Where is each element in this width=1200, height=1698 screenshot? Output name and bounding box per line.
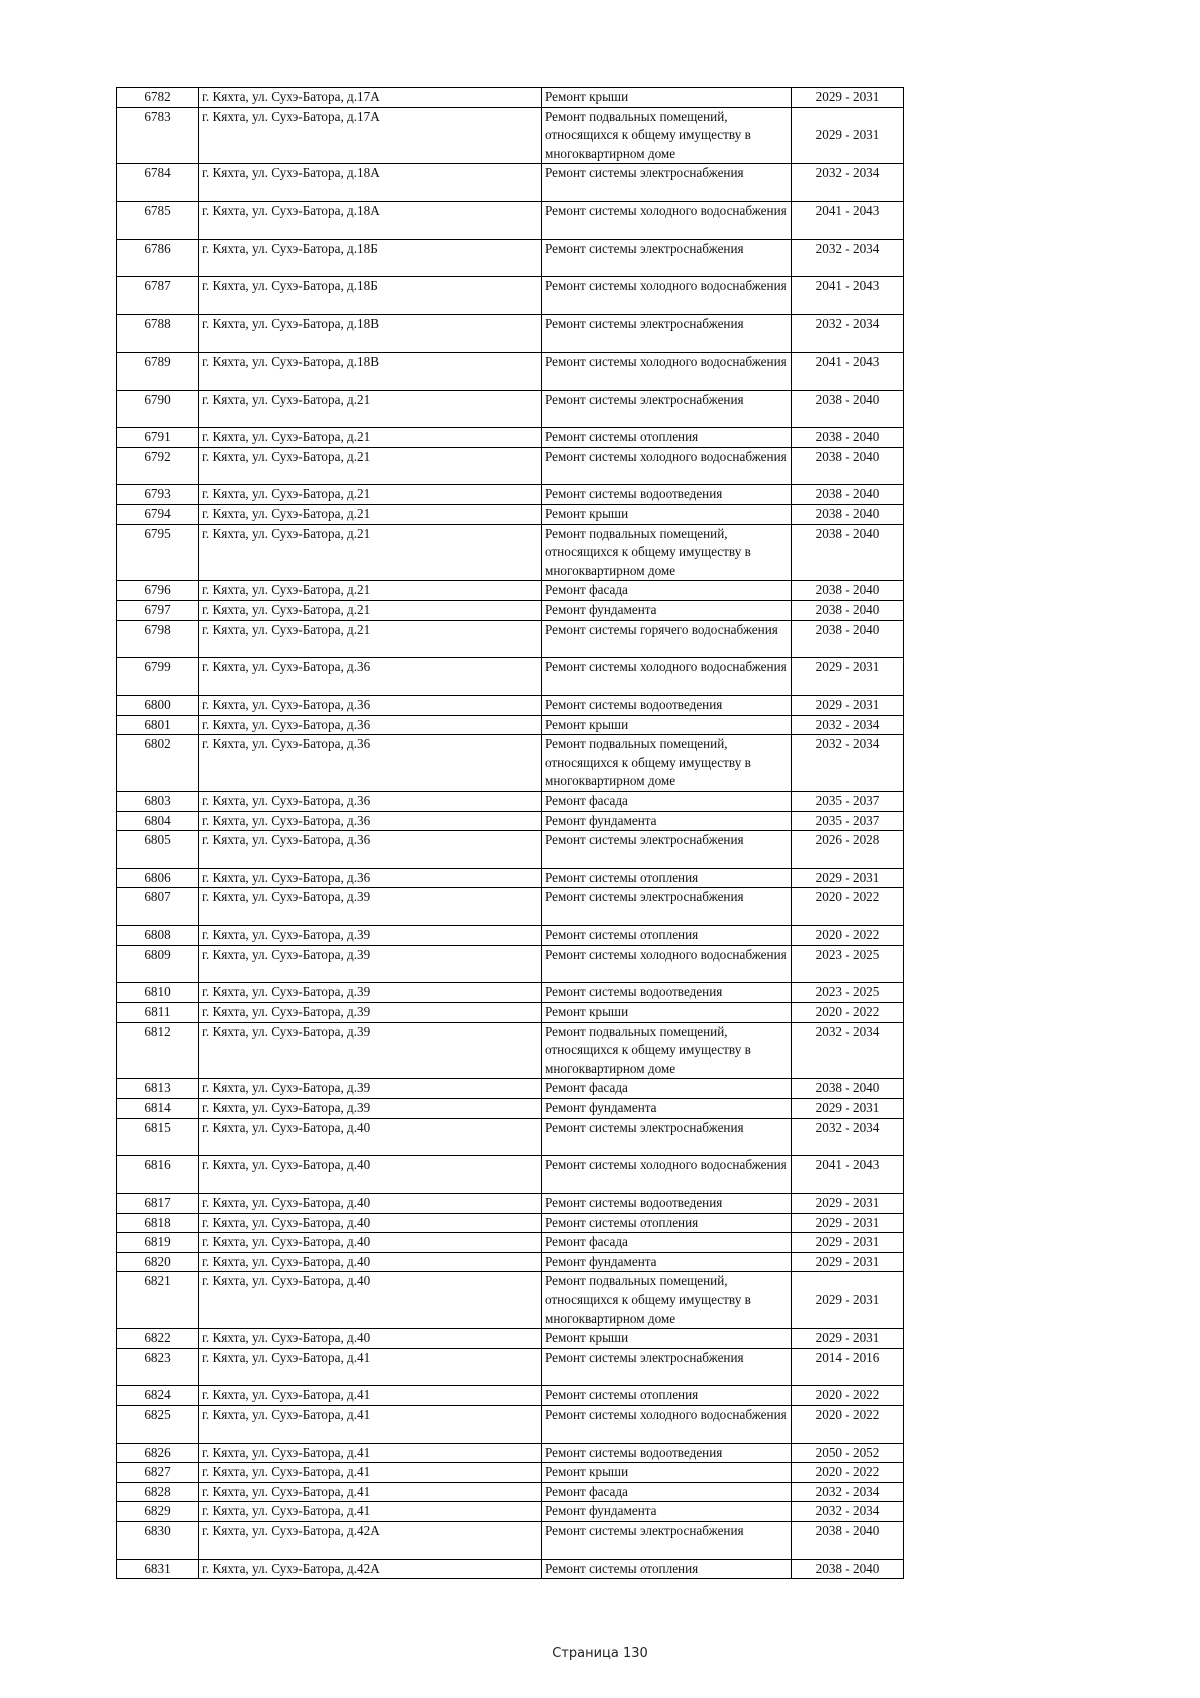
row-work-type: Ремонт фундамента <box>542 1502 792 1522</box>
row-address: г. Кяхта, ул. Сухэ-Батора, д.42А <box>199 1559 542 1579</box>
row-work-type: Ремонт системы электроснабжения <box>542 1118 792 1156</box>
row-number: 6799 <box>117 658 199 696</box>
row-work-type: Ремонт фундамента <box>542 601 792 621</box>
table-row <box>117 983 904 1003</box>
row-number: 6807 <box>117 888 199 926</box>
table-row <box>117 658 904 696</box>
row-number: 6806 <box>117 868 199 888</box>
row-work-type: Ремонт крыши <box>542 88 792 108</box>
row-address: г. Кяхта, ул. Сухэ-Батора, д.39 <box>199 945 542 983</box>
row-number: 6830 <box>117 1522 199 1560</box>
row-address: г. Кяхта, ул. Сухэ-Батора, д.21 <box>199 581 542 601</box>
table-row <box>117 1348 904 1386</box>
row-work-type: Ремонт крыши <box>542 1463 792 1483</box>
row-address: г. Кяхта, ул. Сухэ-Батора, д.21 <box>199 390 542 428</box>
row-address: г. Кяхта, ул. Сухэ-Батора, д.40 <box>199 1233 542 1253</box>
table-row <box>117 1482 904 1502</box>
row-address: г. Кяхта, ул. Сухэ-Батора, д.36 <box>199 791 542 811</box>
row-number: 6808 <box>117 926 199 946</box>
row-work-type: Ремонт системы холодного водоснабжения <box>542 447 792 485</box>
row-work-type: Ремонт системы водоотведения <box>542 1193 792 1213</box>
row-period: 2029 - 2031 <box>792 1272 904 1329</box>
row-period: 2029 - 2031 <box>792 107 904 164</box>
row-number: 6809 <box>117 945 199 983</box>
row-period: 2020 - 2022 <box>792 1463 904 1483</box>
row-address: г. Кяхта, ул. Сухэ-Батора, д.41 <box>199 1386 542 1406</box>
row-number: 6822 <box>117 1329 199 1349</box>
table-row <box>117 831 904 869</box>
row-address: г. Кяхта, ул. Сухэ-Батора, д.36 <box>199 735 542 792</box>
row-period: 2029 - 2031 <box>792 88 904 108</box>
row-number: 6826 <box>117 1443 199 1463</box>
row-period: 2032 - 2034 <box>792 315 904 353</box>
row-address: г. Кяхта, ул. Сухэ-Батора, д.39 <box>199 1098 542 1118</box>
row-number: 6824 <box>117 1386 199 1406</box>
row-number: 6785 <box>117 202 199 240</box>
table-row <box>117 1559 904 1579</box>
page-number: Страница 130 <box>552 1646 648 1661</box>
row-work-type: Ремонт крыши <box>542 505 792 525</box>
row-work-type: Ремонт системы электроснабжения <box>542 888 792 926</box>
row-address: г. Кяхта, ул. Сухэ-Батора, д.40 <box>199 1252 542 1272</box>
row-address: г. Кяхта, ул. Сухэ-Батора, д.18Б <box>199 277 542 315</box>
row-period: 2038 - 2040 <box>792 524 904 581</box>
row-address: г. Кяхта, ул. Сухэ-Батора, д.17А <box>199 88 542 108</box>
row-address: г. Кяхта, ул. Сухэ-Батора, д.41 <box>199 1502 542 1522</box>
row-period: 2038 - 2040 <box>792 620 904 658</box>
table-row <box>117 1213 904 1233</box>
table-row <box>117 620 904 658</box>
row-period: 2032 - 2034 <box>792 239 904 277</box>
row-work-type: Ремонт фасада <box>542 1233 792 1253</box>
row-work-type: Ремонт системы холодного водоснабжения <box>542 1156 792 1194</box>
row-period: 2032 - 2034 <box>792 164 904 202</box>
row-work-type: Ремонт системы водоотведения <box>542 983 792 1003</box>
row-work-type: Ремонт системы водоотведения <box>542 1443 792 1463</box>
row-address: г. Кяхта, ул. Сухэ-Батора, д.21 <box>199 601 542 621</box>
table-row <box>117 945 904 983</box>
row-address: г. Кяхта, ул. Сухэ-Батора, д.39 <box>199 983 542 1003</box>
row-work-type: Ремонт подвальных помещений, относящихся к общему имуществу в многоквартирном доме <box>542 107 792 164</box>
row-work-type: Ремонт системы холодного водоснабжения <box>542 1405 792 1443</box>
row-work-type: Ремонт крыши <box>542 1329 792 1349</box>
row-work-type: Ремонт крыши <box>542 1003 792 1023</box>
row-number: 6811 <box>117 1003 199 1023</box>
row-period: 2035 - 2037 <box>792 791 904 811</box>
row-period: 2035 - 2037 <box>792 811 904 831</box>
row-work-type: Ремонт системы электроснабжения <box>542 164 792 202</box>
row-address: г. Кяхта, ул. Сухэ-Батора, д.39 <box>199 926 542 946</box>
row-period: 2038 - 2040 <box>792 601 904 621</box>
row-address: г. Кяхта, ул. Сухэ-Батора, д.42А <box>199 1522 542 1560</box>
row-period: 2038 - 2040 <box>792 390 904 428</box>
row-number: 6801 <box>117 715 199 735</box>
table-row <box>117 1098 904 1118</box>
table-row <box>117 1502 904 1522</box>
row-address: г. Кяхта, ул. Сухэ-Батора, д.36 <box>199 831 542 869</box>
row-period: 2038 - 2040 <box>792 1079 904 1099</box>
row-address: г. Кяхта, ул. Сухэ-Батора, д.21 <box>199 485 542 505</box>
row-period: 2038 - 2040 <box>792 1559 904 1579</box>
row-number: 6783 <box>117 107 199 164</box>
table-row <box>117 1405 904 1443</box>
row-number: 6788 <box>117 315 199 353</box>
row-work-type: Ремонт системы отопления <box>542 868 792 888</box>
table-row <box>117 277 904 315</box>
table-row <box>117 164 904 202</box>
row-number: 6827 <box>117 1463 199 1483</box>
table-row <box>117 1329 904 1349</box>
row-number: 6831 <box>117 1559 199 1579</box>
row-address: г. Кяхта, ул. Сухэ-Батора, д.36 <box>199 811 542 831</box>
table-row <box>117 1386 904 1406</box>
row-work-type: Ремонт системы отопления <box>542 1386 792 1406</box>
row-work-type: Ремонт системы электроснабжения <box>542 1348 792 1386</box>
table-row <box>117 1463 904 1483</box>
row-work-type: Ремонт системы водоотведения <box>542 696 792 716</box>
row-number: 6793 <box>117 485 199 505</box>
row-work-type: Ремонт фундамента <box>542 1252 792 1272</box>
row-work-type: Ремонт системы электроснабжения <box>542 831 792 869</box>
row-number: 6796 <box>117 581 199 601</box>
row-work-type: Ремонт системы электроснабжения <box>542 1522 792 1560</box>
row-number: 6823 <box>117 1348 199 1386</box>
table-row <box>117 696 904 716</box>
row-number: 6810 <box>117 983 199 1003</box>
row-period: 2041 - 2043 <box>792 202 904 240</box>
table-row <box>117 601 904 621</box>
row-address: г. Кяхта, ул. Сухэ-Батора, д.18В <box>199 315 542 353</box>
row-work-type: Ремонт подвальных помещений, относящихся к общему имуществу в многоквартирном доме <box>542 1022 792 1079</box>
row-period: 2038 - 2040 <box>792 485 904 505</box>
table-row <box>117 1272 904 1329</box>
table-row <box>117 505 904 525</box>
row-work-type: Ремонт подвальных помещений, относящихся к общему имуществу в многоквартирном доме <box>542 735 792 792</box>
row-number: 6790 <box>117 390 199 428</box>
row-number: 6816 <box>117 1156 199 1194</box>
row-number: 6803 <box>117 791 199 811</box>
row-number: 6792 <box>117 447 199 485</box>
row-work-type: Ремонт системы электроснабжения <box>542 390 792 428</box>
table-row <box>117 715 904 735</box>
row-work-type: Ремонт подвальных помещений, относящихся к общему имуществу в многоквартирном доме <box>542 1272 792 1329</box>
row-work-type: Ремонт крыши <box>542 715 792 735</box>
row-number: 6795 <box>117 524 199 581</box>
row-work-type: Ремонт системы горячего водоснабжения <box>542 620 792 658</box>
row-period: 2041 - 2043 <box>792 352 904 390</box>
row-period: 2029 - 2031 <box>792 1098 904 1118</box>
row-address: г. Кяхта, ул. Сухэ-Батора, д.40 <box>199 1272 542 1329</box>
row-number: 6797 <box>117 601 199 621</box>
row-address: г. Кяхта, ул. Сухэ-Батора, д.40 <box>199 1213 542 1233</box>
row-number: 6798 <box>117 620 199 658</box>
row-period: 2020 - 2022 <box>792 1405 904 1443</box>
row-work-type: Ремонт подвальных помещений, относящихся к общему имуществу в многоквартирном доме <box>542 524 792 581</box>
row-period: 2032 - 2034 <box>792 735 904 792</box>
table-row <box>117 888 904 926</box>
row-number: 6825 <box>117 1405 199 1443</box>
row-work-type: Ремонт системы электроснабжения <box>542 239 792 277</box>
row-work-type: Ремонт системы холодного водоснабжения <box>542 277 792 315</box>
row-number: 6782 <box>117 88 199 108</box>
row-address: г. Кяхта, ул. Сухэ-Батора, д.39 <box>199 1022 542 1079</box>
table-row <box>117 107 904 164</box>
row-period: 2032 - 2034 <box>792 1118 904 1156</box>
table-row <box>117 447 904 485</box>
row-address: г. Кяхта, ул. Сухэ-Батора, д.41 <box>199 1463 542 1483</box>
row-number: 6819 <box>117 1233 199 1253</box>
row-number: 6804 <box>117 811 199 831</box>
row-work-type: Ремонт фасада <box>542 791 792 811</box>
row-number: 6802 <box>117 735 199 792</box>
row-number: 6820 <box>117 1252 199 1272</box>
row-address: г. Кяхта, ул. Сухэ-Батора, д.39 <box>199 1079 542 1099</box>
row-period: 2020 - 2022 <box>792 888 904 926</box>
row-address: г. Кяхта, ул. Сухэ-Батора, д.18В <box>199 352 542 390</box>
table-row <box>117 202 904 240</box>
row-work-type: Ремонт системы электроснабжения <box>542 315 792 353</box>
row-work-type: Ремонт фасада <box>542 1079 792 1099</box>
row-period: 2038 - 2040 <box>792 581 904 601</box>
row-period: 2032 - 2034 <box>792 1022 904 1079</box>
row-period: 2029 - 2031 <box>792 1193 904 1213</box>
row-work-type: Ремонт системы холодного водоснабжения <box>542 202 792 240</box>
row-number: 6813 <box>117 1079 199 1099</box>
row-address: г. Кяхта, ул. Сухэ-Батора, д.40 <box>199 1156 542 1194</box>
row-address: г. Кяхта, ул. Сухэ-Батора, д.18А <box>199 164 542 202</box>
row-address: г. Кяхта, ул. Сухэ-Батора, д.40 <box>199 1329 542 1349</box>
row-address: г. Кяхта, ул. Сухэ-Батора, д.41 <box>199 1348 542 1386</box>
row-period: 2032 - 2034 <box>792 715 904 735</box>
row-address: г. Кяхта, ул. Сухэ-Батора, д.41 <box>199 1405 542 1443</box>
row-number: 6829 <box>117 1502 199 1522</box>
row-address: г. Кяхта, ул. Сухэ-Батора, д.41 <box>199 1443 542 1463</box>
row-address: г. Кяхта, ул. Сухэ-Батора, д.36 <box>199 658 542 696</box>
row-period: 2029 - 2031 <box>792 1233 904 1253</box>
table-row <box>117 428 904 448</box>
row-work-type: Ремонт системы отопления <box>542 428 792 448</box>
table-row <box>117 315 904 353</box>
row-address: г. Кяхта, ул. Сухэ-Батора, д.39 <box>199 1003 542 1023</box>
row-period: 2041 - 2043 <box>792 1156 904 1194</box>
row-address: г. Кяхта, ул. Сухэ-Батора, д.21 <box>199 428 542 448</box>
row-address: г. Кяхта, ул. Сухэ-Батора, д.21 <box>199 447 542 485</box>
row-period: 2029 - 2031 <box>792 1213 904 1233</box>
row-work-type: Ремонт системы отопления <box>542 1213 792 1233</box>
table-row <box>117 1079 904 1099</box>
table-row <box>117 1156 904 1194</box>
row-period: 2029 - 2031 <box>792 1329 904 1349</box>
row-address: г. Кяхта, ул. Сухэ-Батора, д.36 <box>199 696 542 716</box>
row-period: 2029 - 2031 <box>792 696 904 716</box>
row-number: 6812 <box>117 1022 199 1079</box>
row-period: 2029 - 2031 <box>792 1252 904 1272</box>
row-period: 2038 - 2040 <box>792 1522 904 1560</box>
table-row <box>117 581 904 601</box>
row-period: 2038 - 2040 <box>792 505 904 525</box>
row-number: 6789 <box>117 352 199 390</box>
table-row <box>117 1252 904 1272</box>
table-body <box>117 88 904 1579</box>
table-row <box>117 1233 904 1253</box>
table-row <box>117 1193 904 1213</box>
row-address: г. Кяхта, ул. Сухэ-Батора, д.36 <box>199 715 542 735</box>
row-number: 6784 <box>117 164 199 202</box>
row-number: 6791 <box>117 428 199 448</box>
table-row <box>117 239 904 277</box>
table-row <box>117 811 904 831</box>
row-address: г. Кяхта, ул. Сухэ-Батора, д.21 <box>199 524 542 581</box>
row-work-type: Ремонт системы холодного водоснабжения <box>542 658 792 696</box>
table-row <box>117 88 904 108</box>
table-row <box>117 791 904 811</box>
row-period: 2026 - 2028 <box>792 831 904 869</box>
row-address: г. Кяхта, ул. Сухэ-Батора, д.40 <box>199 1118 542 1156</box>
row-period: 2023 - 2025 <box>792 983 904 1003</box>
row-work-type: Ремонт системы водоотведения <box>542 485 792 505</box>
row-number: 6815 <box>117 1118 199 1156</box>
row-work-type: Ремонт фасада <box>542 581 792 601</box>
row-number: 6817 <box>117 1193 199 1213</box>
row-number: 6828 <box>117 1482 199 1502</box>
row-number: 6805 <box>117 831 199 869</box>
row-period: 2020 - 2022 <box>792 926 904 946</box>
row-period: 2050 - 2052 <box>792 1443 904 1463</box>
row-address: г. Кяхта, ул. Сухэ-Батора, д.17А <box>199 107 542 164</box>
table-row <box>117 524 904 581</box>
row-period: 2038 - 2040 <box>792 447 904 485</box>
repair-schedule-table <box>116 87 904 1579</box>
row-number: 6794 <box>117 505 199 525</box>
row-number: 6814 <box>117 1098 199 1118</box>
row-period: 2023 - 2025 <box>792 945 904 983</box>
row-work-type: Ремонт фундамента <box>542 811 792 831</box>
row-work-type: Ремонт системы холодного водоснабжения <box>542 945 792 983</box>
row-period: 2032 - 2034 <box>792 1482 904 1502</box>
row-address: г. Кяхта, ул. Сухэ-Батора, д.18Б <box>199 239 542 277</box>
row-period: 2041 - 2043 <box>792 277 904 315</box>
row-address: г. Кяхта, ул. Сухэ-Батора, д.41 <box>199 1482 542 1502</box>
row-work-type: Ремонт фасада <box>542 1482 792 1502</box>
row-number: 6821 <box>117 1272 199 1329</box>
row-work-type: Ремонт системы отопления <box>542 926 792 946</box>
table-row <box>117 352 904 390</box>
table-row <box>117 485 904 505</box>
row-number: 6787 <box>117 277 199 315</box>
table-row <box>117 1443 904 1463</box>
row-number: 6800 <box>117 696 199 716</box>
table-row <box>117 1022 904 1079</box>
row-period: 2029 - 2031 <box>792 658 904 696</box>
row-work-type: Ремонт системы отопления <box>542 1559 792 1579</box>
table-row <box>117 735 904 792</box>
row-period: 2020 - 2022 <box>792 1003 904 1023</box>
row-period: 2029 - 2031 <box>792 868 904 888</box>
table-row <box>117 1003 904 1023</box>
row-address: г. Кяхта, ул. Сухэ-Батора, д.39 <box>199 888 542 926</box>
table-row <box>117 868 904 888</box>
row-number: 6786 <box>117 239 199 277</box>
row-address: г. Кяхта, ул. Сухэ-Батора, д.40 <box>199 1193 542 1213</box>
row-period: 2038 - 2040 <box>792 428 904 448</box>
table-row <box>117 390 904 428</box>
table-row <box>117 1522 904 1560</box>
row-address: г. Кяхта, ул. Сухэ-Батора, д.18А <box>199 202 542 240</box>
row-work-type: Ремонт фундамента <box>542 1098 792 1118</box>
row-period: 2032 - 2034 <box>792 1502 904 1522</box>
table-row <box>117 926 904 946</box>
row-period: 2020 - 2022 <box>792 1386 904 1406</box>
row-address: г. Кяхта, ул. Сухэ-Батора, д.21 <box>199 505 542 525</box>
row-address: г. Кяхта, ул. Сухэ-Батора, д.36 <box>199 868 542 888</box>
row-address: г. Кяхта, ул. Сухэ-Батора, д.21 <box>199 620 542 658</box>
row-period: 2014 - 2016 <box>792 1348 904 1386</box>
table-row <box>117 1118 904 1156</box>
row-work-type: Ремонт системы холодного водоснабжения <box>542 352 792 390</box>
row-number: 6818 <box>117 1213 199 1233</box>
